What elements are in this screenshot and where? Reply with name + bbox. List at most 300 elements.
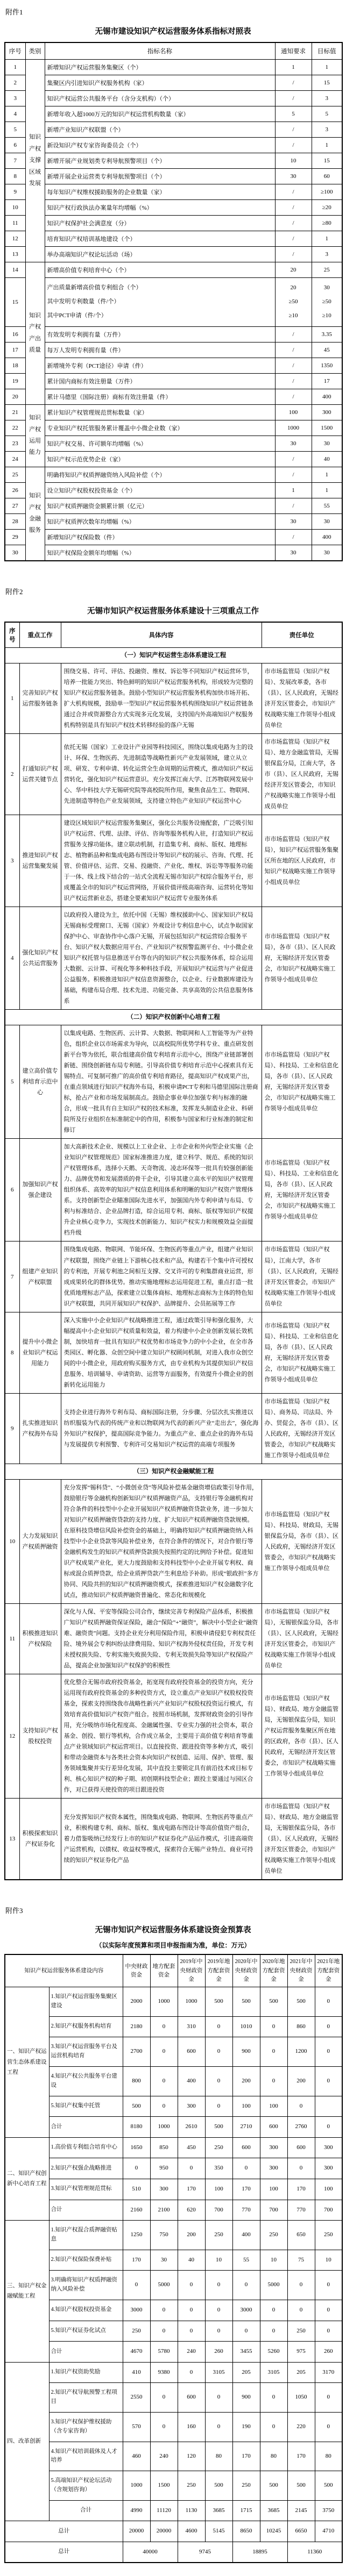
indicator-name: 知识产权质押次数年均增幅（%） <box>45 513 275 529</box>
category-line: 知识 <box>29 312 41 319</box>
work-content: 优化整合无锡市政府投资基金，拓宽现有政府投资基金的投资方向，充分运用现有政府投资基金的多种投资方式，设立重点产业知识产权股权投资基金，探索支持围绕我市战略性新兴产业知识产权股权投资运行模式，有效培育高价值知识产权资产组合。按照市场机制，发挥财政资金的引导作用，充分吸纳市场化程度高、金融属性强、专业实力强的社会资本，联合基金、创投、银行等机构，合作成立基金，主要用于高价值专利培育等重点产业领域知识产权运营项目。以直接投资、跟进投资等多种方式，吸引和带动金融资本与各类社会资本向知识产权创造、运用、保护、管理、服务领域集聚并实行差异化发展，其中直投主要锁定具有前沿技术或目标专利、核心知识产权的种子期、初创期科技型企业；跟投主要通过与园区合作，对已获得天使投资的项目跟进投资 <box>61 1674 262 1799</box>
budget-value: 750 <box>150 2221 178 2250</box>
budget-value: 600 <box>178 2383 205 2413</box>
indicator-name: 累计马德里（国际注册）商标有效注册量（件） <box>45 389 275 404</box>
budget-value: 3105 <box>260 2362 287 2383</box>
budget-value: 250 <box>232 2471 260 2501</box>
key-work-name: 积极探索知识产权证券化 <box>19 1799 61 1880</box>
budget-value: 310 <box>178 2016 205 2037</box>
notice-requirement-value: / <box>275 247 312 262</box>
key-work-name: 大力发展知识产权质押融资 <box>19 1479 61 1603</box>
category-line: 知识 <box>29 134 41 141</box>
indicator-name: 累计国内商标有效注册量（万件） <box>45 373 275 389</box>
cell-line: 其中PCT申请（件/个） <box>47 312 107 319</box>
budget-value: 250 <box>205 2221 232 2250</box>
table-row <box>5 60 342 75</box>
table-row <box>5 733 342 815</box>
table-row <box>5 184 342 200</box>
indicator-name: 新增开展企业运营类专利导航预警项目（个） <box>45 169 275 184</box>
amount-column-header: 地方配套资金 <box>150 1954 178 1987</box>
cell-line: 30 <box>323 284 330 291</box>
target-value <box>312 278 342 327</box>
target-value: 1 <box>312 467 342 482</box>
table-row <box>5 2179 342 2200</box>
budget-value: 2700 <box>123 2037 150 2067</box>
key-work-name: 支持知识产权股权投资 <box>19 1674 61 1799</box>
row-number: 4 <box>5 106 25 122</box>
budget-value: 0 <box>150 2067 178 2096</box>
target-value: 3 <box>312 122 342 138</box>
table-row <box>5 216 342 231</box>
responsible-unit: 市市场监管局（知识产权局），无锡银保监分局，各市（县）、区人民政府，无锡经济开发区管委会，市知识产权战略实施工作领导小组成员单位 <box>262 1604 342 1674</box>
column-header: 类别 <box>25 42 45 60</box>
table-row <box>5 1139 342 1241</box>
budget-item-name: 2.知识产权保险保费补贴 <box>49 2250 123 2271</box>
cell-line: 20 <box>290 284 296 291</box>
row-number: 10 <box>5 200 25 216</box>
table-row <box>5 122 342 138</box>
budget-value: 55 <box>232 2250 260 2271</box>
category-line: 区域 <box>29 168 41 175</box>
budget-value: 0 <box>150 2016 178 2037</box>
responsible-unit: 市市场监管局（知识产权局）、发展改革委，各市（县）、区人民政府，无锡经济开发区管委会，市知识产权战略实施工作领导小组成员单位 <box>262 663 342 733</box>
budget-value: 2100 <box>150 2200 178 2221</box>
budget-value: 0 <box>315 2383 342 2413</box>
row-number: 20 <box>5 389 25 404</box>
notice-requirement-value: / <box>275 138 312 153</box>
cell-line: 其中发明专利数量（件/个） <box>47 298 120 305</box>
table-row <box>5 342 342 358</box>
budget-value: 0 <box>315 2321 342 2342</box>
category-line: 服务 <box>29 527 41 534</box>
table-row <box>5 436 342 451</box>
category-line: 产权 <box>29 504 41 511</box>
attachment3-subtitle: （以实际年度预算和项目申报指南为准，单位：万元） <box>95 1942 251 1950</box>
category-cell <box>25 262 45 405</box>
budget-value: 240 <box>178 2342 205 2363</box>
indicator-name: 新增高价值专利培育中心（个） <box>45 262 275 278</box>
indicator-name: 知识产权交易、许可额年均增幅（%） <box>45 436 275 451</box>
budget-value: 0 <box>260 2412 287 2442</box>
budget-value: 500 <box>260 2471 287 2501</box>
indicator-name: 新增知识产权运营服务集聚区（个） <box>45 60 275 75</box>
budget-value: 2000 <box>123 1987 150 2017</box>
notice-requirement-value: 30 <box>275 545 312 561</box>
table-row <box>5 498 342 513</box>
budget-value: 120 <box>178 2442 205 2471</box>
row-number: 2 <box>5 75 25 91</box>
row-number: 4 <box>5 907 19 1009</box>
budget-value: 240 <box>150 2442 178 2471</box>
table-row <box>5 106 342 122</box>
budget-value: 250 <box>205 2137 232 2158</box>
budget-value: 9380 <box>150 2362 178 2383</box>
budget-value: 3685 <box>205 2500 232 2521</box>
table-row <box>5 2067 342 2096</box>
table-row <box>5 1604 342 1674</box>
work-content: 充分发挥知识产权资本属性，围绕集成电路、物联网、生物医药等重点产业，积极构建专利、商标、版权、集成电路布图设计等高价值资产组合，着力借鉴吸纳已经发行上市的知识产权证券化产品运作模式，引进高端资产运营机构，以债权、收益权等模式，探索符合无锡产业特点、商业可持续的知识产权证券化产品 <box>61 1799 262 1880</box>
budget-value: 600 <box>232 2137 260 2158</box>
notice-requirement-value: / <box>275 216 312 231</box>
target-value: 30 <box>312 513 342 529</box>
responsible-unit: 市市场监管局（知识产权局），各市（县）、区人民政府，无锡经济开发区管委会，市知识产权战略实施工作领导小组成员单位 <box>262 907 342 1009</box>
work-content: 深化与人保、平安等保险公司合作，继续完善专利保险产品体系，积极推广知识产权质押融资保证保险，融合“保险”+“融资”，解决中小型企业“融资难、融资贵”问题。支持企业充分利用保险作用，积极申请侵犯专利权责任险、境外展会专利纠纷法律费用险、知识产权海外侵权责任险，开发专利未授权损失险、专利实施失败损失险、专利无效损失险等知识产权保险产品，提高企业加强知识产权保护的积极性 <box>61 1604 262 1674</box>
notice-requirement-value: / <box>275 200 312 216</box>
budget-value: 850 <box>150 2137 178 2158</box>
table-row <box>5 2221 342 2250</box>
budget-value: 600 <box>287 2137 315 2158</box>
budget-value: 0 <box>150 2412 178 2442</box>
budget-value: 3000 <box>232 2300 260 2321</box>
row-number: 29 <box>5 529 25 545</box>
budget-value: 3170 <box>315 2362 342 2383</box>
target-value: 15 <box>312 153 342 169</box>
indicator-name: 知识产权保险金额年均增幅（%） <box>45 545 275 561</box>
responsible-unit: 市市场监管局（知识产权局）、科技局、工业和信息化局，各市（县）、区人民政府，无锡经济开发区管委会，市知识产权战略实施工作领导小组成员单位 <box>262 1139 342 1241</box>
notice-requirement-value: 1000 <box>275 420 312 436</box>
budget-value: 3105 <box>205 2362 232 2383</box>
table-row <box>5 513 342 529</box>
budget-value: 0 <box>205 2016 232 2037</box>
indicator-name: 知识产权示范优势企业（家） <box>45 451 275 467</box>
budget-value: 620 <box>178 2200 205 2221</box>
budget-item-name: 3.知识产权管理规范贯标 <box>49 2179 123 2200</box>
table-row <box>5 358 342 373</box>
indicator-comparison-table <box>4 42 343 561</box>
notice-requirement-value: 30 <box>275 513 312 529</box>
budget-value: 75 <box>287 2250 315 2271</box>
indicator-comparison-table-container <box>4 42 342 561</box>
cell-line: 产出质量新增高价值专利组合（个） <box>47 284 142 291</box>
amount-column-header: 2019年中央财政资金 <box>178 1954 205 1987</box>
responsible-unit: 市市场监管局（知识产权局）、科技局、工业和信息化局，各市（县）、区人民政府，无锡经济开发区管委会，市知识产权战略实施工作领导小组成员单位 <box>262 1025 342 1139</box>
table-row <box>5 153 342 169</box>
work-content: 依托无锡（国家）工业设计产业园等科技园区，围绕以集成电路为主的设计、环保、生物医药、先进制造等战略性新兴产业发展领域，建立从立项、研发、专利申请、转化运营全生命周期的运营模式，推动知识产权运营转化，强化知识产权运营意识。充分发挥江南大学、江苏物联网发展中心、华中科技大学无锡研究院等高校院所作用，聚焦食品生工、物联网、先进制造等特色产业发展领域，支持建立特色产业知识产权运营中心 <box>61 733 262 815</box>
budget-group-label: 四、改革创新 <box>5 2362 49 2521</box>
work-content: 建设区域知识产权运营服务集聚区，强化公共服务设施配套，广泛吸引知识产权运营、代理、法律、评估、咨询等服务机构入驻，打造知识产权运营服务支撑功能体。建立联动机制，打造集专利、商标、版权、地理标志、植物新品种和集成电路布图设计等知识产权的展示、咨询、代理、托管、价值评估、运营、交易、投融资、产业化、维权、诉讼等等服务功能于一体、线上线下结合的一站式全流程无锡市知识产权综合服务平台，形成覆盖全市的知识产权运营网络，开展价值评级高端咨询、运营转化等知识产权运营新业态，搭建全要素知识产权运营专业服务体系 <box>61 815 262 907</box>
notice-requirement-value: 30 <box>275 169 312 184</box>
budget-value: 40 <box>178 2250 205 2271</box>
budget-value: 500 <box>232 1987 260 2017</box>
budget-value: 0 <box>232 2321 260 2342</box>
budget-value: 1500 <box>150 2471 178 2501</box>
budget-value: 170 <box>178 2179 205 2200</box>
target-value: 3 <box>312 91 342 106</box>
indicator-name: 设立知识产权股权投资基金（个） <box>45 482 275 498</box>
budget-value: 770 <box>287 2200 315 2221</box>
budget-value: 300 <box>150 2179 178 2200</box>
row-number: 5 <box>5 122 25 138</box>
budget-value: 3000 <box>123 2300 150 2321</box>
table-row <box>5 91 342 106</box>
budget-value: 0 <box>205 2412 232 2442</box>
notice-requirement-value: / <box>275 326 312 342</box>
indicator-name: 累计知识产权管理规范贯标数量（家） <box>45 404 275 420</box>
budget-value: 0 <box>205 2096 232 2117</box>
budget-value: 0 <box>150 2383 178 2413</box>
budget-group-label: 二、知识产权创新中心培育工程 <box>5 2137 49 2220</box>
target-value: 15 <box>312 75 342 91</box>
table-row <box>5 2037 342 2067</box>
budget-value: 0 <box>315 2037 342 2067</box>
key-work-name: 打通知识产权运营关键节点 <box>19 733 61 815</box>
budget-item-name: 5.高端知识产权论坛活动（含规划咨询） <box>49 2471 123 2501</box>
table-row <box>5 2412 342 2442</box>
section-header: （三）知识产权金融赋能工程 <box>5 1464 342 1479</box>
target-value: ≥100 <box>312 184 342 200</box>
section-header-row <box>5 1464 342 1479</box>
budget-value: 10 <box>315 2250 342 2271</box>
category-line: 金融 <box>29 516 41 523</box>
work-content: 以政府投入建设为主，依托中国（无锡）维权援助中心、国家知识产权局无锡商标受理窗口、无锡（国家）外观设计专利信息中心，试点争取国家保护中心、审查协作中心落户无锡，开展包括知识产权运营综合服务平台、知识产权大数据应用平台、产业知识产权预警监测平台、中小微企业知识产权托管与信息推送平台等在内的知识产权公共服务体系，综合运用大数据、云计算、可视化等多种科技手段，开展知识产权运营与产业促进公益服务。积极推进知识产权信息资源整合，以企业、行业数据库建设为基础，构建布局合理、技术先进、功能完备、共享高效的公共信息服务体系 <box>61 907 262 1009</box>
category-cell <box>25 467 45 561</box>
budget-value: 0 <box>315 2412 342 2442</box>
budget-item-name: 1.高价值专利组合培育中心 <box>49 2137 123 2158</box>
budget-value: 2710 <box>232 2117 260 2138</box>
table-row <box>5 326 342 342</box>
target-value: 60 <box>312 169 342 184</box>
indicator-name <box>45 278 275 327</box>
indicator-name: 新增年收入超1000万元的知识产权运营机构数量（家） <box>45 106 275 122</box>
subtotal-label: 合计 <box>49 2117 123 2138</box>
budget-group-label: 一、知识产权运营生态体系建设工程 <box>5 1987 49 2138</box>
indicator-name: 有效发明专利拥有量（万件） <box>45 326 275 342</box>
total-value: 8650 <box>232 2521 260 2542</box>
notice-requirement-value: 20 <box>275 262 312 278</box>
row-number: 25 <box>5 467 25 482</box>
row-number: 21 <box>5 404 25 420</box>
budget-value: 2145 <box>287 2500 315 2521</box>
target-value: 25 <box>312 262 342 278</box>
table-row <box>5 231 342 247</box>
budget-value: 100 <box>315 2179 342 2200</box>
grand-total-value: 40000 <box>123 2542 178 2563</box>
responsible-unit: 市市场监管局（知识产权局）、财政局、地方金融监管局，无锡银保监分局，知识产权运营服务集聚区所在地的区政府，各市（县）、区人民政府，无锡经济开发区管委会，市知识产权战略实施工作领导小组成员单位 <box>262 1674 342 1799</box>
budget-value: 1250 <box>123 2221 150 2250</box>
row-number: 23 <box>5 436 25 451</box>
budget-item-name: 2.知识产权服务机构培育 <box>49 2016 123 2037</box>
attachment3-label: 附件3 <box>5 1907 23 1915</box>
row-number: 1 <box>5 60 25 75</box>
grand-total-value: 9745 <box>178 2542 232 2563</box>
category-line: 知识 <box>29 415 41 422</box>
budget-value: 0 <box>205 2037 232 2067</box>
notice-requirement-value: 10 <box>275 153 312 169</box>
amount-column-header: 2021年地方配套资金 <box>315 1954 342 1987</box>
budget-value: 190 <box>232 2412 260 2442</box>
budget-value: 0 <box>315 2300 342 2321</box>
budget-value: 0 <box>150 2037 178 2067</box>
notice-requirement-value: / <box>275 389 312 404</box>
budget-value: 0 <box>178 2362 205 2383</box>
work-content: 围绕交易、许可、评估、投融资、维权、诉讼等不同知识产权运营环节，培养一批能力突出、特色鲜明的知识产权运营服务机构，形成较为完整的知识产权运营服务链条。鼓励小型知识产权运营服务机构加快市场开拓、扩大机构规模，鼓励单一型知识产权运营服务机构围绕知识产权运营链条通过合并或资源整合方式实现多元化发展，支持国内外高端知识产权服务机构特别是具有知识产权技术转移经验的落户无锡 <box>61 663 262 733</box>
key-work-name: 完善知识产权运营服务链条 <box>19 663 61 733</box>
table-row <box>5 389 342 404</box>
attachment1-label: 附件1 <box>5 8 23 16</box>
target-value: 30 <box>312 436 342 451</box>
budget-value: 10 <box>205 2250 232 2271</box>
category-line: 产权 <box>29 324 41 331</box>
budget-value: 0 <box>178 2300 205 2321</box>
budget-value: 4670 <box>123 2342 150 2363</box>
budget-value: 0 <box>287 2158 315 2179</box>
section-header: （一）知识产权运营生态体系建设工程 <box>5 647 342 663</box>
total-label: 总计 <box>5 2521 123 2542</box>
budget-value: 500 <box>205 2117 232 2138</box>
budget-value: 205 <box>232 2362 260 2383</box>
budget-value: 2610 <box>178 2117 205 2138</box>
budget-value: 510 <box>123 2179 150 2200</box>
target-value: 40 <box>312 451 342 467</box>
budget-value: 250 <box>315 2221 342 2250</box>
cell-line: ≥50 <box>288 298 298 305</box>
budget-item-name: 4.知识产权培训载体及人才培养 <box>49 2442 123 2471</box>
indicator-name: 新增开展产业规划类专利导航预警项目（个） <box>45 153 275 169</box>
table-row <box>5 2096 342 2117</box>
budget-value: 100 <box>205 2179 232 2200</box>
table-row <box>5 467 342 482</box>
budget-value: 3455 <box>232 2342 260 2363</box>
row-number: 6 <box>5 138 25 153</box>
indicator-name: 专业知识产权托管服务累计覆盖中小微企业数（家） <box>45 420 275 436</box>
notice-requirement-value: 5 <box>275 106 312 122</box>
budget-value: 500 <box>315 2471 342 2501</box>
row-number: 5 <box>5 1025 19 1139</box>
notice-requirement-value: 1 <box>275 482 312 498</box>
table-row <box>5 420 342 436</box>
indicator-name: 新增知识产权保险数（件） <box>45 529 275 545</box>
row-number: 13 <box>5 1799 19 1880</box>
table-header-row <box>5 42 342 60</box>
budget-value: 0 <box>178 2158 205 2179</box>
budget-item-name: 2.知识产权导航预警工程项目 <box>49 2383 123 2413</box>
budget-value: 260 <box>315 2342 342 2363</box>
indicator-name: 培育知识产权培训基地建设（个） <box>45 231 275 247</box>
key-work-name: 积极推进知识产权保险 <box>19 1604 61 1674</box>
budget-value: 80 <box>260 2442 287 2471</box>
budget-value: 300 <box>178 2096 205 2117</box>
section-header: （二）知识产权创新中心培育工程 <box>5 1010 342 1025</box>
row-number: 9 <box>5 184 25 200</box>
budget-value: 1130 <box>178 2500 205 2521</box>
row-number: 8 <box>5 169 25 184</box>
notice-requirement-value: / <box>275 231 312 247</box>
row-number: 6 <box>5 1139 19 1241</box>
grand-total-label: 总计 <box>5 2542 123 2563</box>
amount-column-header: 2020年地方配套资金 <box>260 1954 287 1987</box>
budget-value: 770 <box>232 2200 260 2221</box>
budget-value: 0 <box>287 2300 315 2321</box>
budget-value: 0 <box>205 2271 232 2300</box>
table-row <box>5 2383 342 2413</box>
budget-value: 8180 <box>123 2117 150 2138</box>
key-work-name: 推进知识产权运营集聚发展 <box>19 815 61 907</box>
budget-value: 80 <box>205 2442 232 2471</box>
column-header: 序号 <box>5 622 19 648</box>
row-number: 13 <box>5 247 25 262</box>
table-row <box>5 2442 342 2471</box>
budget-item-name: 1.知识产权混合质押融资贴息 <box>49 2221 123 2250</box>
amount-column-header: 2019年地方配套资金 <box>205 1954 232 1987</box>
notice-requirement-value: / <box>275 498 312 513</box>
category-line: 知识 <box>29 493 41 499</box>
budget-value: 0 <box>178 2321 205 2342</box>
budget-value: 170 <box>232 2179 260 2200</box>
budget-value: 500 <box>287 2471 315 2501</box>
category-line: 产出 <box>29 335 41 342</box>
budget-item-name: 5.知识产权集中托管 <box>49 2096 123 2117</box>
notice-requirement-value: 100 <box>275 404 312 420</box>
target-value: ≥80 <box>312 216 342 231</box>
indicator-name: 知识产权保护社会满意度（分） <box>45 216 275 231</box>
table-row <box>5 1025 342 1139</box>
key-work-name: 扎实推进知识产权海外布局 <box>19 1393 61 1464</box>
budget-value: 250 <box>123 2321 150 2342</box>
column-header: 指标名称 <box>45 42 275 60</box>
budget-item-name: 2.知识产权强企战略推进 <box>49 2158 123 2179</box>
column-header: 序号 <box>5 42 25 60</box>
budget-value: 700 <box>315 2200 342 2221</box>
cell-line: ≥10 <box>288 312 298 319</box>
budget-value: 900 <box>232 2383 260 2413</box>
indicator-name: 知识产权质押融资金额累计额（亿元） <box>45 498 275 513</box>
table-row <box>5 1799 342 1880</box>
budget-value: 700 <box>205 2200 232 2221</box>
target-value: 30 <box>312 545 342 561</box>
work-content: 围绕集成电路、物联网、节能环保、生物医药等重点产业，组建产业知识产权联盟，围绕产业链上下游核心技术和产品，构建若干个集中许可授权的专利池，开展专利池之间相互支撑、交叉许可的专利集群商业运营，形成成果转化的群体优势。推动实施地理标志运用促进工程，重点打造一批优质地理标志产品，探索建立以集体商标、地理标志商标为主体的特色知识产权联盟，共同开展知识产权保护、品牌提升、会员拓展等工作 <box>61 1241 262 1312</box>
row-number: 10 <box>5 1479 19 1603</box>
budget-value: 250 <box>287 2321 315 2342</box>
budget-value: 600 <box>178 2037 205 2067</box>
table-row <box>5 2250 342 2271</box>
work-content: 支持企业进行海外专利布局、商标国际注册，分步骤、分层次扎实推进以纺织服装为代表的传统产业和以物联网为代表的新兴产业“走出去”，强化海外知识产权保护，提高国际竞争能力。为重点产业、重点企业的海外布局与发展提供专利预警、专利许可交易知识产权运营的高端专项服务 <box>61 1393 262 1464</box>
indicator-name: 每万人发明专利拥有量（件） <box>45 342 275 358</box>
budget-value: 0 <box>260 2300 287 2321</box>
budget-value: 1200 <box>287 2037 315 2067</box>
budget-value: 0 <box>315 2117 342 2138</box>
table-header-row <box>5 1954 342 1987</box>
budget-value: 220 <box>287 2412 315 2442</box>
budget-value: 5000 <box>150 2271 178 2300</box>
budget-item-name: 3.明确将知识产权质押融资纳入风险补偿 <box>49 2271 123 2300</box>
row-number: 9 <box>5 1393 19 1464</box>
table-row <box>5 2471 342 2501</box>
budget-item-name: 3.知识产权运营服务平台及运营机构培育 <box>49 2037 123 2067</box>
budget-value: 80 <box>315 2442 342 2471</box>
notice-requirement-value: / <box>275 75 312 91</box>
budget-value: 0 <box>260 2383 287 2413</box>
row-number: 24 <box>5 451 25 467</box>
target-value: 3 <box>312 247 342 262</box>
work-content: 加大高新技术企业、规模以上工业企业、上市企业和外向型企业实施《企业知识产权管理规范》国家标准推进力度，建立科学、规范、系统的知识产权管理体系，选择小天鹅、天奇物流、凌志环保等一批具有较强创新能力、品牌优势和发展潜质的骨干企业，引导其建立高水平的知识产权管理组织体系、高效率的知识产权信息利用体系和明晰的知识产权资产管理体系。支持创新型企业瞄准国际先进水平，加强国内外专利申请与布局、专利与标准结合、企业品牌打造，综合运用专利、商标、版权等知识产权提升企业核心竞争力，实现技术创新能力、知识产权实力和规模效益全面提档升级 <box>61 1139 262 1241</box>
row-number: 3 <box>5 91 25 106</box>
budget-value: 300 <box>260 2158 287 2179</box>
table-row <box>5 1987 342 2017</box>
attachment3-title: 无锡市知识产权运营服务体系建设资金预算表 <box>95 1926 251 1935</box>
total-value: 6650 <box>287 2521 315 2542</box>
indicator-name: 新增产业知识产权联盟（个） <box>45 122 275 138</box>
budget-value: 1000 <box>150 2117 178 2138</box>
category-line: 产权 <box>29 145 41 152</box>
budget-value: 100 <box>260 2096 287 2117</box>
key-work-name: 强化知识产权公共运营服务 <box>19 907 61 1009</box>
table-row <box>5 545 342 561</box>
budget-value: 400 <box>178 2067 205 2096</box>
key-work-name: 提升中小微企业知识产权运用能力 <box>19 1312 61 1393</box>
notice-requirement-value: / <box>275 122 312 138</box>
section-gap <box>4 1880 342 1902</box>
table-row <box>5 262 342 278</box>
